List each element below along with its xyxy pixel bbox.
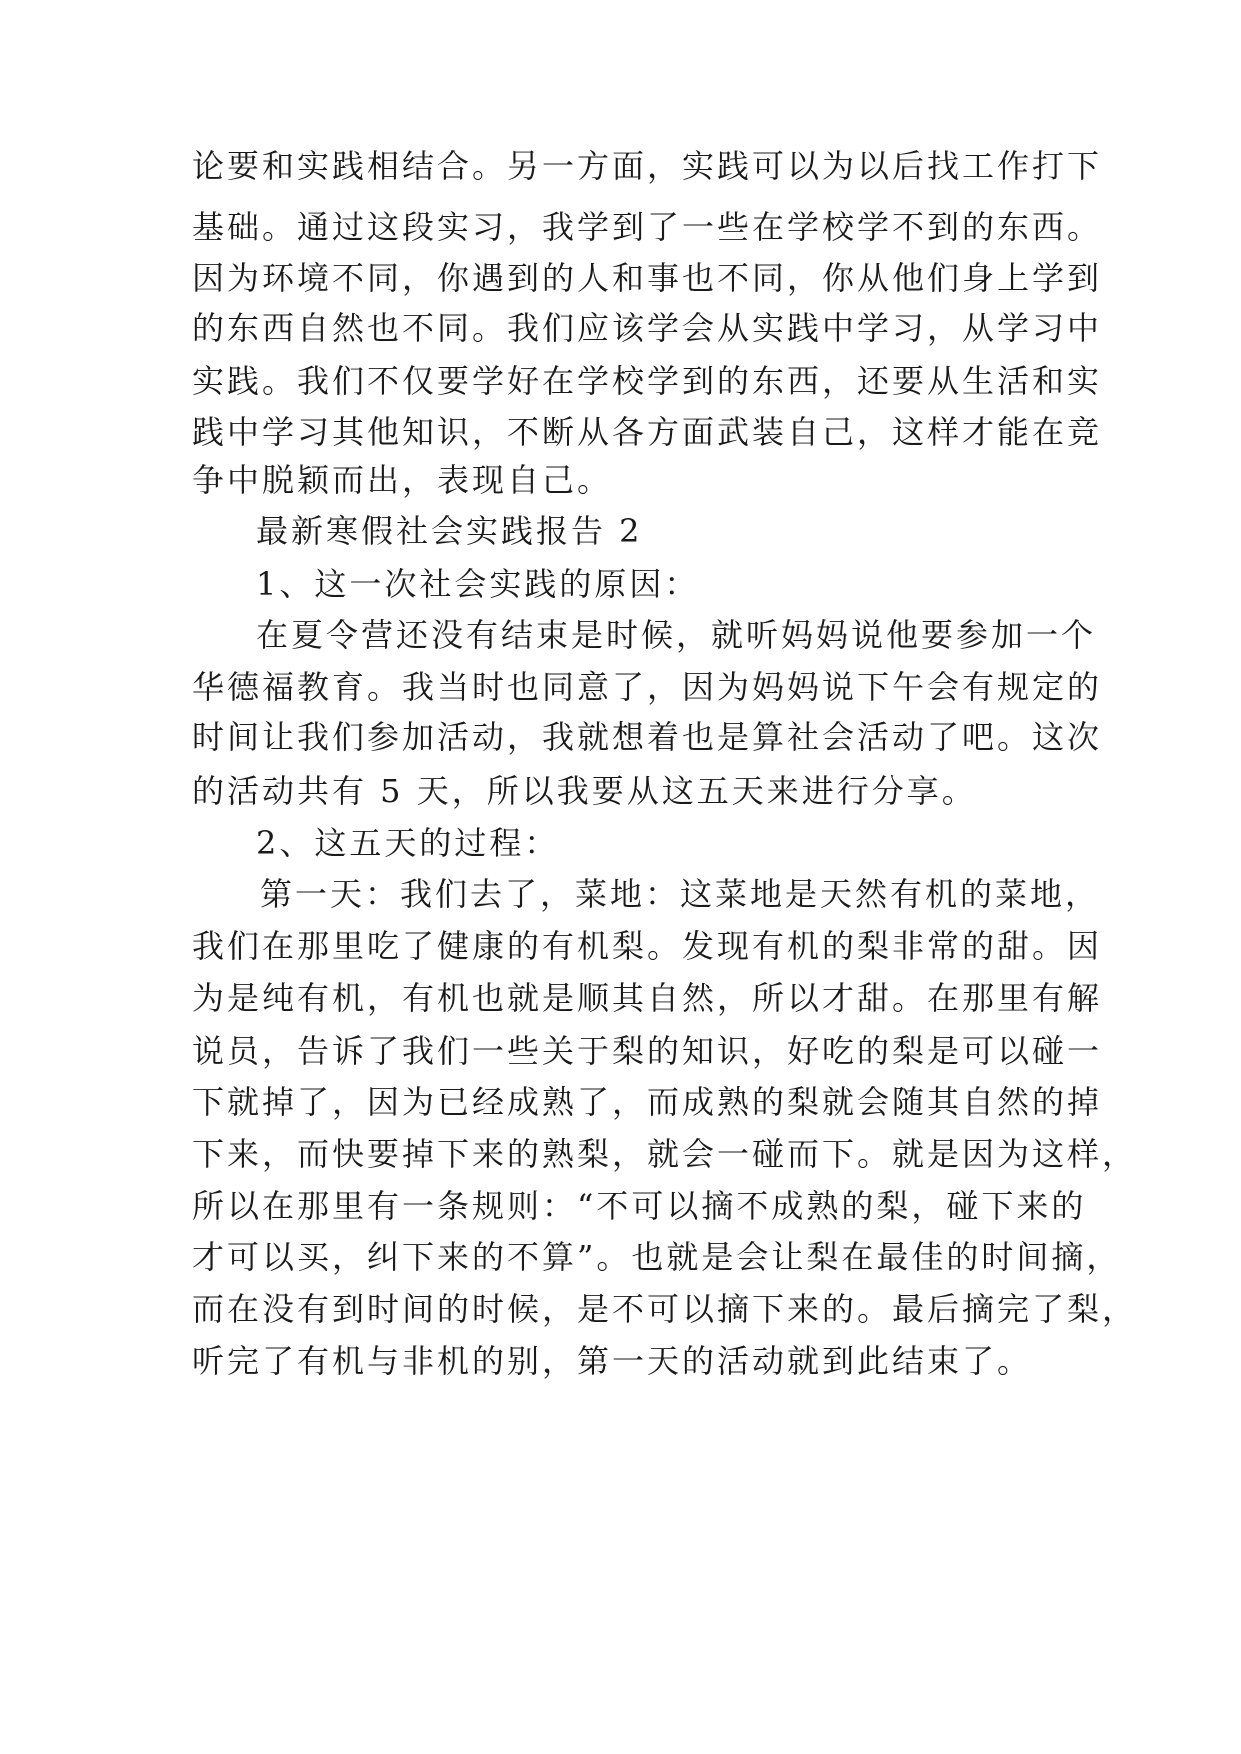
paragraph-line: 基础。通过这段实习，我学到了一些在学校学不到的东西。 <box>192 208 1103 246</box>
paragraph-line: 说员，告诉了我们一些关于梨的知识，好吃的梨是可以碰一 <box>192 1032 1103 1070</box>
paragraph-line: 我们在那里吃了健康的有机梨。发现有机的梨非常的甜。因 <box>192 927 1103 965</box>
paragraph-line: 所以在那里有一条规则：“不可以摘不成熟的梨，碰下来的 <box>192 1187 1087 1225</box>
paragraph-line: 的活动共有 5 天，所以我要从这五天来进行分享。 <box>192 772 977 810</box>
paragraph-line: 下来，而快要掉下来的熟梨，就会一碰而下。就是因为这样， <box>192 1135 1138 1173</box>
paragraph-line: 因为环境不同，你遇到的人和事也不同，你从他们身上学到 <box>192 259 1103 297</box>
section-heading: 1、这一次社会实践的原因： <box>256 565 700 603</box>
paragraph-line: 时间让我们参加活动，我就想着也是算社会活动了吧。这次 <box>192 718 1103 756</box>
paragraph-line: 争中脱颖而出，表现自己。 <box>192 461 613 499</box>
paragraph-line: 实践。我们不仅要学好在学校学到的东西，还要从生活和实 <box>192 362 1103 400</box>
paragraph-line: 而在没有到时间的时候，是不可以摘下来的。最后摘完了梨， <box>192 1290 1138 1328</box>
section-title: 最新寒假社会实践报告 2 <box>256 512 643 550</box>
paragraph-line: 为是纯有机，有机也就是顺其自然，所以才甜。在那里有解 <box>192 979 1103 1017</box>
paragraph-line: 第一天：我们去了，菜地：这菜地是天然有机的菜地， <box>260 875 1101 913</box>
paragraph-line: 下就掉了，因为已经成熟了，而成熟的梨就会随其自然的掉 <box>192 1083 1103 1121</box>
section-heading: 2、这五天的过程： <box>256 824 560 862</box>
paragraph-line: 论要和实践相结合。另一方面，实践可以为以后找工作打下 <box>192 147 1103 185</box>
paragraph-line: 的东西自然也不同。我们应该学会从实践中学习，从学习中 <box>192 309 1103 347</box>
paragraph-line: 践中学习其他知识，不断从各方面武装自己，这样才能在竞 <box>192 413 1103 451</box>
paragraph-line: 听完了有机与非机的别，第一天的活动就到此结束了。 <box>192 1342 1033 1380</box>
paragraph-line: 才可以买，纠下来的不算”。也就是会让梨在最佳的时间摘， <box>192 1238 1122 1276</box>
paragraph-line: 在夏令营还没有结束是时候，就听妈妈说他要参加一个 <box>256 616 1097 654</box>
paragraph-line: 华德福教育。我当时也同意了，因为妈妈说下午会有规定的 <box>192 668 1103 706</box>
